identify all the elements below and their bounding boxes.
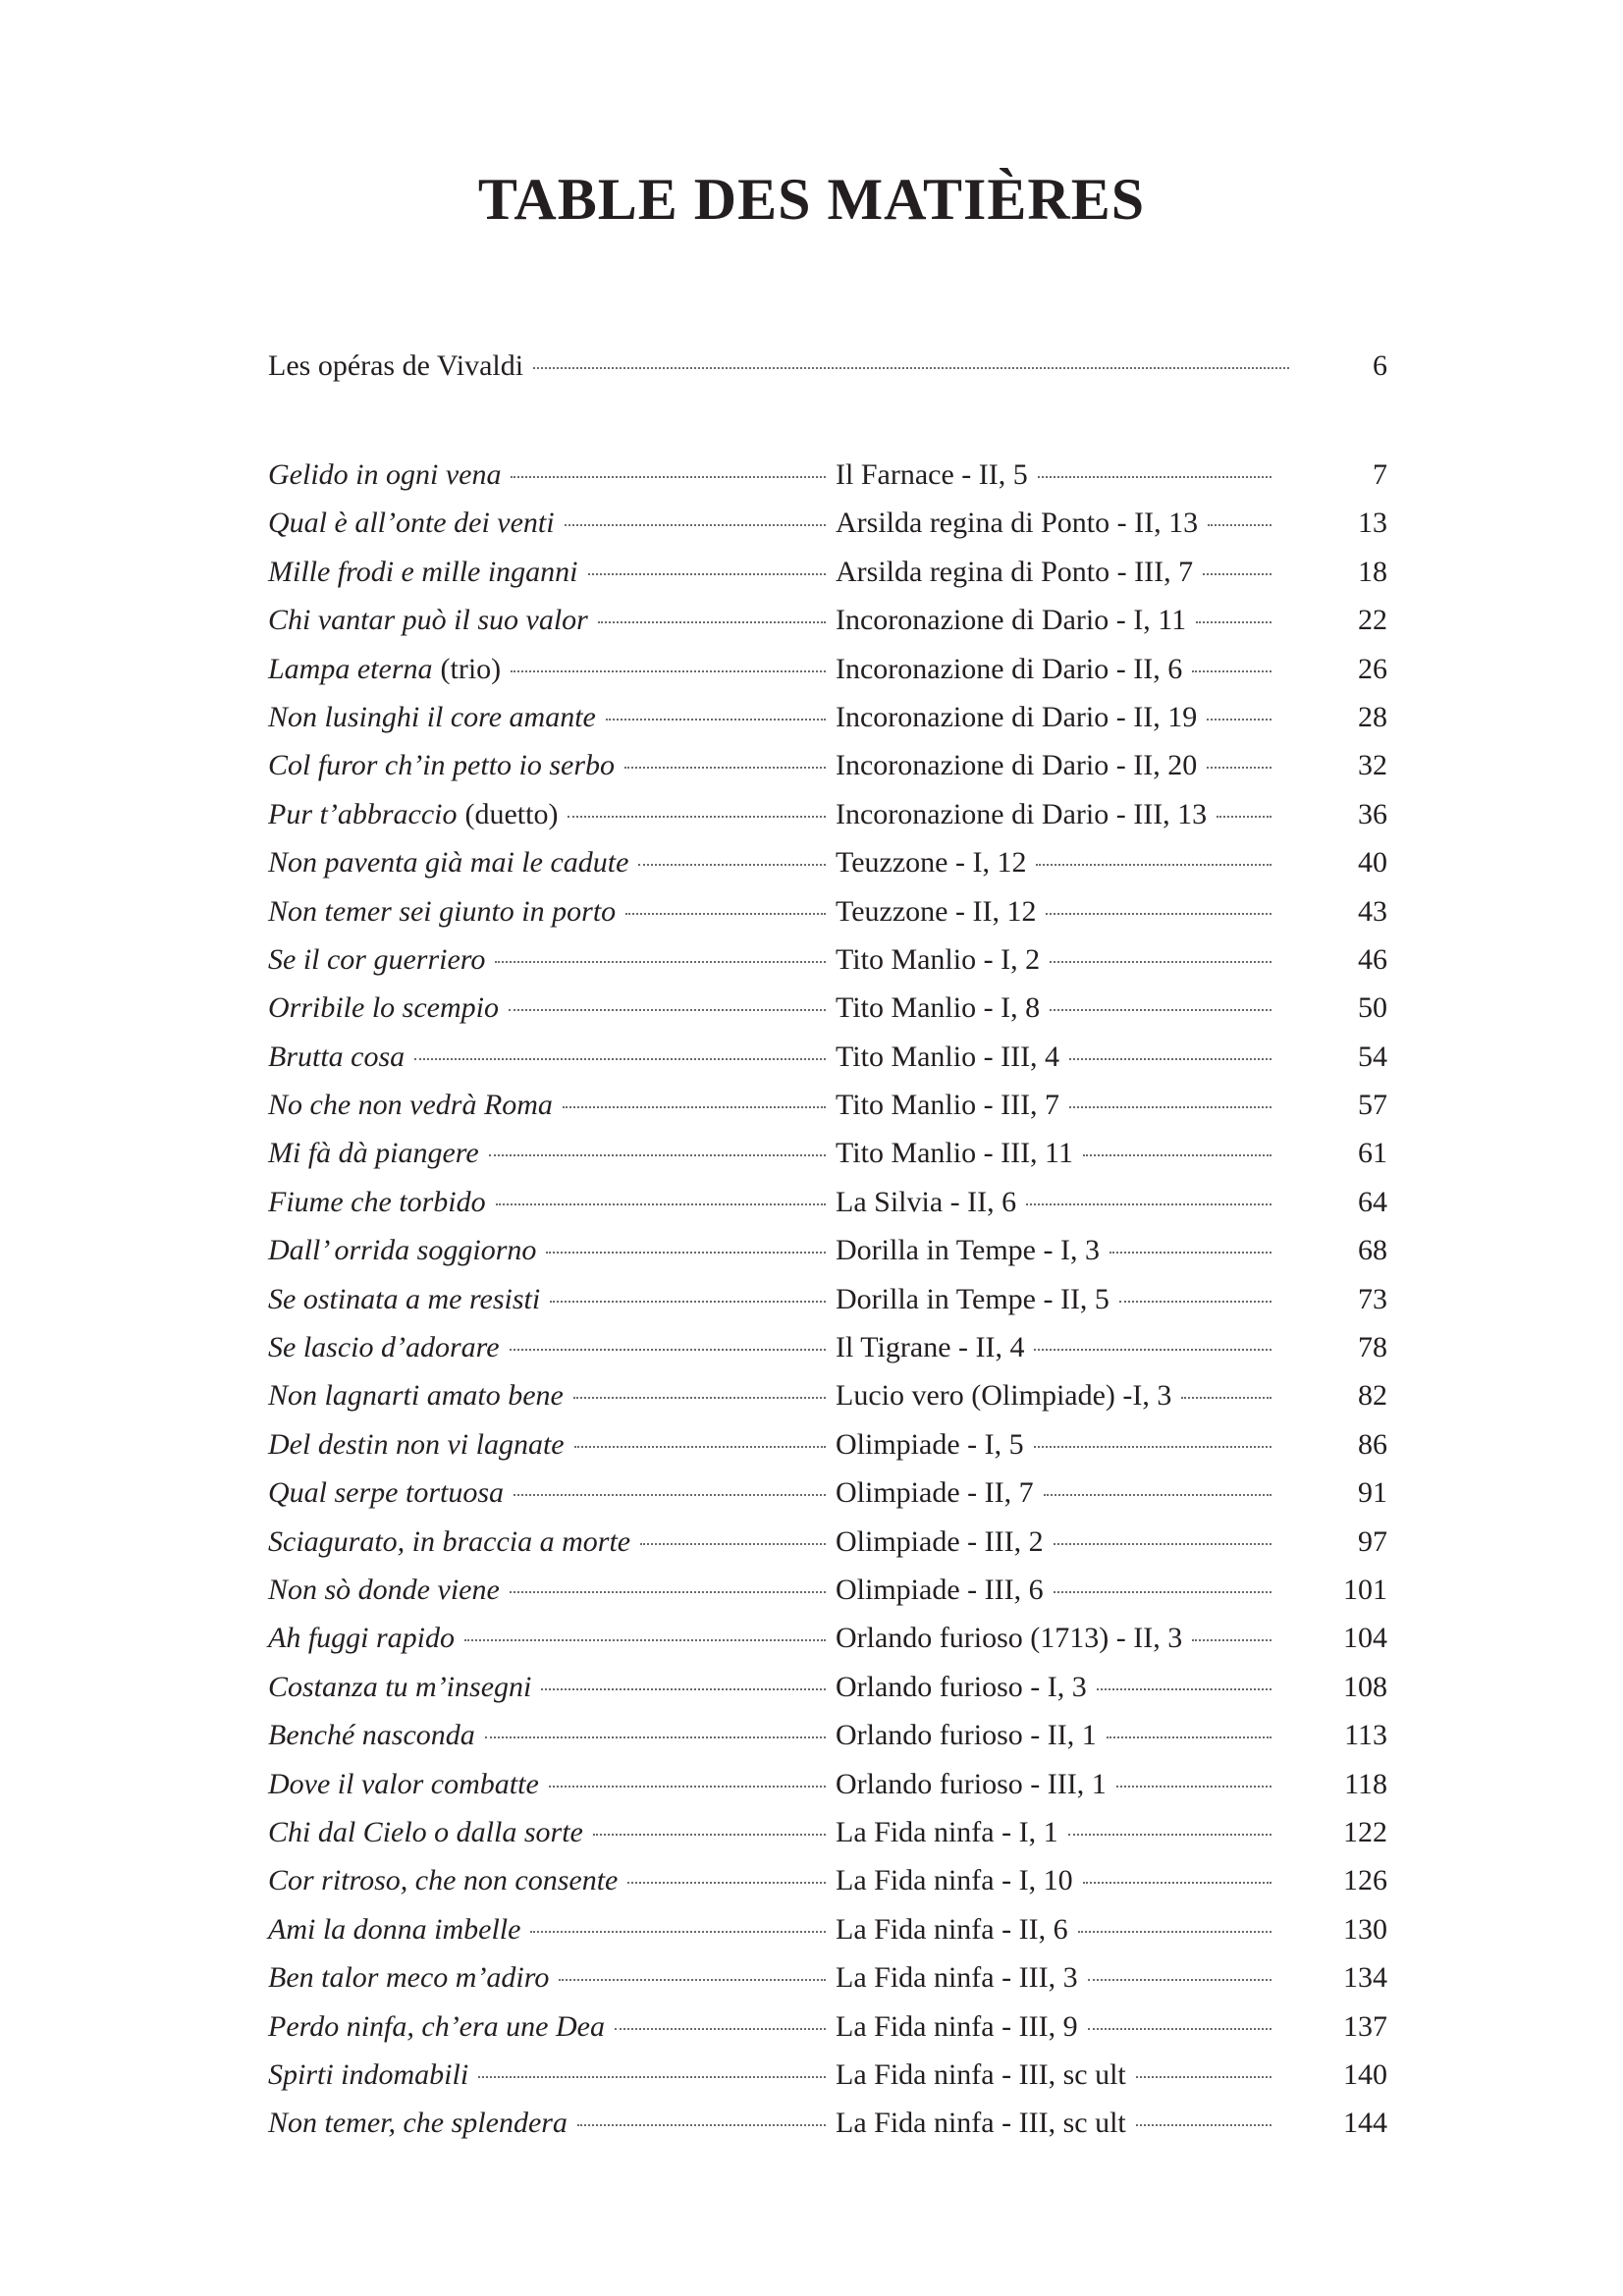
page-number: 7 (1373, 458, 1387, 491)
toc-entry[interactable] (268, 1471, 1387, 1520)
opera-column (836, 1132, 1277, 1175)
dot-leader (1217, 816, 1271, 818)
aria-title: Gelido in ogni vena (268, 458, 502, 491)
aria-column (268, 2005, 836, 2049)
aria-column (268, 1374, 836, 1417)
toc-entry[interactable] (268, 599, 1387, 647)
page-number: 40 (1358, 846, 1387, 880)
opera-column (836, 1666, 1277, 1709)
dot-leader (1088, 2028, 1271, 2030)
opera-column (836, 1036, 1277, 1079)
page-number: 130 (1343, 1912, 1387, 1946)
aria-column (268, 599, 836, 642)
opera-reference: Orlando furioso - I, 3 (836, 1670, 1087, 1703)
dot-leader (573, 1397, 826, 1399)
toc-entry[interactable] (268, 1956, 1387, 2004)
dot-leader (1078, 1931, 1271, 1933)
dot-leader (1054, 1591, 1271, 1593)
dot-leader (1038, 476, 1271, 478)
aria-title: Col furor ch’in petto io serbo (268, 749, 616, 782)
toc-entry[interactable] (268, 1666, 1387, 1714)
aria-voicing: (duetto) (464, 797, 559, 830)
aria-title: Se lascio d’adorare (268, 1331, 500, 1364)
dot-leader (588, 573, 826, 575)
opera-column (836, 551, 1277, 594)
opera-reference: Arsilda regina di Ponto - III, 7 (836, 555, 1194, 588)
opera-column (836, 1521, 1277, 1564)
opera-reference: Dorilla in Tempe - I, 3 (836, 1234, 1100, 1267)
page-number: 43 (1358, 894, 1387, 928)
opera-column (836, 793, 1277, 836)
opera-column (836, 696, 1277, 739)
opera-reference: La Fida ninfa - II, 6 (836, 1912, 1068, 1946)
opera-reference: Orlando furioso (1713) - II, 3 (836, 1622, 1183, 1655)
page-number: 13 (1358, 507, 1387, 540)
dot-leader (489, 1154, 826, 1156)
page-number: 140 (1343, 2057, 1387, 2091)
aria-title: Ah fuggi rapido (268, 1622, 456, 1655)
page-number: 28 (1358, 700, 1387, 733)
aria-title: Sciagurato, in braccia a morte (268, 1524, 631, 1558)
aria-column (268, 1132, 836, 1175)
opera-reference: Olimpiade - III, 6 (836, 1573, 1044, 1606)
opera-column (836, 1956, 1277, 2000)
page-number: 50 (1358, 991, 1387, 1025)
opera-column (836, 1763, 1277, 1806)
page-number: 126 (1343, 1864, 1387, 1897)
dot-leader (1083, 1882, 1271, 1884)
opera-column (836, 1229, 1277, 1272)
toc-entry[interactable] (268, 841, 1387, 889)
dot-leader (530, 1931, 826, 1933)
page-number: 22 (1358, 604, 1387, 637)
opera-column (836, 1617, 1277, 1660)
aria-column (268, 1569, 836, 1612)
page-number: 54 (1358, 1040, 1387, 1073)
toc-entry[interactable] (268, 648, 1387, 696)
opera-column (836, 1374, 1277, 1417)
dot-leader (1050, 1009, 1271, 1011)
aria-column (268, 551, 836, 594)
opera-reference: La Fida ninfa - III, 9 (836, 2009, 1078, 2043)
toc-entry[interactable] (268, 1374, 1387, 1422)
dot-leader (485, 1736, 826, 1738)
opera-reference: Il Farnace - II, 5 (836, 458, 1028, 491)
opera-column (836, 890, 1277, 934)
aria-column (268, 1278, 836, 1321)
aria-title: Non temer sei giunto in porto (268, 894, 617, 928)
page-number: 61 (1358, 1137, 1387, 1170)
opera-column (836, 1859, 1277, 1902)
opera-reference: La Silvia - II, 6 (836, 1185, 1017, 1218)
dot-leader (464, 1639, 826, 1641)
toc-entry[interactable] (268, 502, 1387, 550)
aria-column (268, 938, 836, 982)
dot-leader (1044, 1494, 1271, 1496)
page-number: 144 (1343, 2107, 1387, 2140)
opera-reference: Lucio vero (Olimpiade) -I, 3 (836, 1379, 1172, 1413)
toc-entry[interactable] (268, 1181, 1387, 1229)
toc-entry[interactable] (268, 1617, 1387, 1665)
aria-title: Chi vantar può il suo valor (268, 604, 588, 637)
dot-leader (1026, 1203, 1271, 1205)
aria-title: Costanza tu m’insegni (268, 1670, 532, 1703)
toc-list (268, 454, 1387, 2151)
toc-entry[interactable] (268, 1521, 1387, 1569)
dot-leader (1068, 1834, 1271, 1836)
opera-reference: Tito Manlio - III, 11 (836, 1137, 1073, 1170)
dot-leader (533, 367, 1289, 369)
aria-title: Spirti indomabili (268, 2057, 469, 2091)
page-number: 73 (1358, 1282, 1387, 1315)
dot-leader (1109, 1252, 1271, 1254)
opera-column (836, 2102, 1277, 2145)
opera-reference: La Fida ninfa - III, 3 (836, 1961, 1078, 1995)
toc-entry[interactable] (268, 454, 1387, 502)
aria-title: Ami la donna imbelle (268, 1912, 521, 1946)
opera-column (836, 2054, 1277, 2097)
dot-leader (1107, 1736, 1271, 1738)
dot-leader (1203, 573, 1271, 575)
opera-reference: Il Tigrane - II, 4 (836, 1331, 1025, 1364)
opera-reference: Orlando furioso - III, 1 (836, 1767, 1107, 1800)
aria-column (268, 1181, 836, 1224)
opera-column (836, 2005, 1277, 2049)
aria-title: Non lagnarti amato bene (268, 1379, 564, 1413)
opera-column (836, 1811, 1277, 1854)
opera-reference: Incoronazione di Dario - II, 20 (836, 749, 1198, 782)
opera-column (836, 502, 1277, 545)
dot-leader (1181, 1397, 1271, 1399)
aria-column (268, 1956, 836, 2000)
aria-title: Non temer, che splendera (268, 2107, 568, 2140)
aria-title: Non paventa già mai le cadute (268, 846, 629, 880)
opera-reference: Olimpiade - III, 2 (836, 1524, 1044, 1558)
dot-leader (627, 1882, 826, 1884)
page-number: 18 (1358, 555, 1387, 588)
opera-reference: La Fida ninfa - III, sc ult (836, 2107, 1126, 2140)
dot-leader (565, 524, 826, 526)
dot-leader (1069, 1106, 1271, 1108)
dot-leader (495, 961, 826, 963)
toc-entry[interactable] (268, 744, 1387, 792)
page-number: 118 (1344, 1767, 1387, 1800)
page-number: 6 (1373, 349, 1387, 382)
aria-column (268, 1714, 836, 1757)
toc-entry[interactable] (268, 2102, 1387, 2150)
dot-leader (1192, 670, 1271, 672)
dot-leader (1069, 1058, 1271, 1060)
aria-column (268, 1617, 836, 1660)
dot-leader (593, 1834, 826, 1836)
page-number: 97 (1358, 1524, 1387, 1558)
toc-entry[interactable] (268, 1859, 1387, 1907)
toc-entry[interactable] (268, 1908, 1387, 1956)
page-number: 137 (1343, 2009, 1387, 2043)
opera-reference: Dorilla in Tempe - II, 5 (836, 1282, 1109, 1315)
aria-column (268, 1859, 836, 1902)
aria-title: No che non vedrà Roma (268, 1089, 553, 1122)
page-number: 64 (1358, 1185, 1387, 1218)
toc-entry[interactable] (268, 551, 1387, 599)
page-number: 101 (1343, 1573, 1387, 1606)
aria-column (268, 841, 836, 884)
opera-reference: Teuzzone - I, 12 (836, 846, 1027, 880)
aria-column (268, 2054, 836, 2097)
dot-leader (511, 670, 826, 672)
dot-leader (1192, 1639, 1271, 1641)
opera-reference: Arsilda regina di Ponto - II, 13 (836, 507, 1199, 540)
opera-reference: La Fida ninfa - I, 10 (836, 1864, 1073, 1897)
page-number: 82 (1358, 1379, 1387, 1413)
aria-voicing: (trio) (440, 652, 502, 685)
toc-entry[interactable] (268, 1278, 1387, 1326)
opera-reference: Teuzzone - II, 12 (836, 894, 1037, 928)
page-number: 91 (1358, 1476, 1387, 1510)
toc-intro-entry[interactable] (268, 349, 1387, 393)
aria-title: Non lusinghi il core amante (268, 700, 596, 733)
aria-column (268, 890, 836, 934)
opera-column (836, 648, 1277, 691)
dot-leader (1034, 1446, 1271, 1448)
aria-title: Se ostinata a me resisti (268, 1282, 541, 1315)
opera-reference: La Fida ninfa - III, sc ult (836, 2057, 1126, 2091)
toc-entry[interactable] (268, 1229, 1387, 1277)
dot-leader (559, 1979, 826, 1981)
dot-leader (510, 1591, 826, 1593)
page-number: 57 (1358, 1089, 1387, 1122)
opera-reference: Olimpiade - I, 5 (836, 1427, 1024, 1461)
toc-entry[interactable] (268, 793, 1387, 841)
aria-title: Mille frodi e mille inganni (268, 555, 578, 588)
aria-title: Orribile lo scempio (268, 991, 499, 1025)
page-number: 108 (1343, 1670, 1387, 1703)
dot-leader (615, 2028, 826, 2030)
aria-column (268, 1763, 836, 1806)
aria-title: Fiume che torbido (268, 1185, 486, 1218)
aria-title: Dove il valor combatte (268, 1767, 539, 1800)
opera-reference: La Fida ninfa - I, 1 (836, 1815, 1058, 1848)
dot-leader (1088, 1979, 1271, 1981)
toc-entry[interactable] (268, 2005, 1387, 2054)
aria-column (268, 648, 836, 691)
opera-column (836, 1471, 1277, 1515)
opera-column (836, 938, 1277, 982)
aria-title: Qual serpe tortuosa (268, 1476, 504, 1510)
aria-column (268, 1811, 836, 1854)
aria-title: Dall’ orrida soggiorno (268, 1234, 537, 1267)
dot-leader (598, 621, 826, 623)
toc-entry[interactable] (268, 1132, 1387, 1180)
page-title: TABLE DES MATIÈRES (477, 167, 1146, 232)
toc-entry[interactable] (268, 1326, 1387, 1374)
aria-column (268, 793, 836, 836)
opera-reference: Tito Manlio - III, 7 (836, 1089, 1060, 1122)
page-number: 46 (1358, 942, 1387, 976)
dot-leader (1116, 1786, 1271, 1788)
aria-title: Se il cor guerriero (268, 942, 486, 976)
opera-column (836, 987, 1277, 1030)
page-number: 122 (1343, 1815, 1387, 1848)
opera-reference: Incoronazione di Dario - I, 11 (836, 604, 1187, 637)
page-number: 36 (1358, 797, 1387, 830)
opera-reference: Orlando furioso - II, 1 (836, 1719, 1097, 1752)
aria-column (268, 1084, 836, 1127)
intro-title: Les opéras de Vivaldi (268, 349, 524, 382)
aria-column (268, 502, 836, 545)
dot-leader (1034, 1349, 1271, 1351)
dot-leader (1136, 2076, 1271, 2078)
aria-title: Mi fà dà piangere (268, 1137, 479, 1170)
dot-leader (1119, 1301, 1271, 1303)
dot-leader (1136, 2124, 1271, 2126)
toc-entry[interactable] (268, 1036, 1387, 1084)
aria-column (268, 987, 836, 1030)
opera-column (836, 454, 1277, 497)
page-number: 32 (1358, 749, 1387, 782)
toc-entry[interactable] (268, 890, 1387, 938)
dot-leader (1083, 1154, 1271, 1156)
aria-title: Qual è all’onte dei venti (268, 507, 555, 540)
dot-leader (624, 767, 826, 769)
toc-entry[interactable] (268, 938, 1387, 987)
dot-leader (1046, 913, 1271, 915)
aria-title: Cor ritroso, che non consente (268, 1864, 619, 1897)
opera-column (836, 841, 1277, 884)
toc-entry[interactable] (268, 696, 1387, 744)
dot-leader (640, 1543, 826, 1545)
dot-leader (563, 1106, 826, 1108)
page-number: 134 (1343, 1961, 1387, 1995)
opera-column (836, 1326, 1277, 1369)
opera-column (836, 1278, 1277, 1321)
toc-entry[interactable] (268, 987, 1387, 1035)
dot-leader (541, 1688, 826, 1690)
dot-leader (511, 476, 826, 478)
aria-title: Lampa eterna (268, 652, 433, 685)
opera-column (836, 744, 1277, 787)
dot-leader (625, 913, 826, 915)
toc-entry[interactable] (268, 2054, 1387, 2102)
dot-leader (514, 1494, 826, 1496)
dot-leader (1196, 621, 1271, 623)
aria-column (268, 1229, 836, 1272)
dot-leader (549, 1786, 826, 1788)
aria-title: Ben talor meco m’adiro (268, 1961, 550, 1995)
aria-title: Chi dal Cielo o dalla sorte (268, 1815, 583, 1848)
toc-entry[interactable] (268, 1763, 1387, 1811)
page-number: 86 (1358, 1427, 1387, 1461)
dot-leader (1207, 767, 1271, 769)
opera-reference: Tito Manlio - III, 4 (836, 1040, 1060, 1073)
toc-entry[interactable] (268, 1423, 1387, 1471)
toc-entry[interactable] (268, 1084, 1387, 1132)
dot-leader (1208, 524, 1271, 526)
aria-column (268, 744, 836, 787)
aria-title: Pur t’abbraccio (268, 797, 458, 830)
aria-title: Perdo ninfa, ch’era une Dea (268, 2009, 605, 2043)
page-number: 104 (1343, 1622, 1387, 1655)
dot-leader (568, 816, 826, 818)
opera-column (836, 1181, 1277, 1224)
aria-column (268, 1036, 836, 1079)
opera-reference: Incoronazione di Dario - III, 13 (836, 797, 1208, 830)
dot-leader (414, 1058, 826, 1060)
opera-column (836, 1714, 1277, 1757)
dot-leader (606, 719, 826, 721)
dot-leader (638, 864, 826, 866)
aria-title: Del destin non vi lagnate (268, 1427, 565, 1461)
opera-column (836, 1423, 1277, 1467)
opera-column (836, 599, 1277, 642)
aria-column (268, 696, 836, 739)
dot-leader (496, 1203, 826, 1205)
opera-column (836, 1569, 1277, 1612)
dot-leader (550, 1301, 826, 1303)
dot-leader (1054, 1543, 1271, 1545)
aria-column (268, 1521, 836, 1564)
opera-reference: Olimpiade - II, 7 (836, 1476, 1034, 1510)
dot-leader (1097, 1688, 1271, 1690)
aria-column (268, 454, 836, 497)
opera-reference: Incoronazione di Dario - II, 6 (836, 652, 1183, 685)
opera-reference: Incoronazione di Dario - II, 19 (836, 700, 1198, 733)
page-number: 113 (1344, 1719, 1387, 1752)
opera-column (836, 1908, 1277, 1951)
dot-leader (510, 1349, 826, 1351)
aria-column (268, 1908, 836, 1951)
aria-title: Benché nasconda (268, 1719, 475, 1752)
opera-reference: Tito Manlio - I, 8 (836, 991, 1041, 1025)
dot-leader (1207, 719, 1271, 721)
dot-leader (546, 1252, 826, 1254)
toc-entry[interactable] (268, 1811, 1387, 1859)
aria-title: Brutta cosa (268, 1040, 406, 1073)
aria-column (268, 1423, 836, 1467)
dot-leader (1050, 961, 1271, 963)
dot-leader (574, 1446, 826, 1448)
page-number: 68 (1358, 1234, 1387, 1267)
page-number: 26 (1358, 652, 1387, 685)
dot-leader (577, 2124, 826, 2126)
aria-title: Non sò donde viene (268, 1573, 500, 1606)
aria-column (268, 1666, 836, 1709)
aria-column (268, 1326, 836, 1369)
aria-column (268, 1471, 836, 1515)
opera-reference: Tito Manlio - I, 2 (836, 942, 1041, 976)
aria-column (268, 2102, 836, 2145)
toc-entry[interactable] (268, 1714, 1387, 1762)
page-number: 78 (1358, 1331, 1387, 1364)
dot-leader (509, 1009, 826, 1011)
dot-leader (478, 2076, 826, 2078)
toc-entry[interactable] (268, 1569, 1387, 1617)
dot-leader (1036, 864, 1271, 866)
opera-column (836, 1084, 1277, 1127)
